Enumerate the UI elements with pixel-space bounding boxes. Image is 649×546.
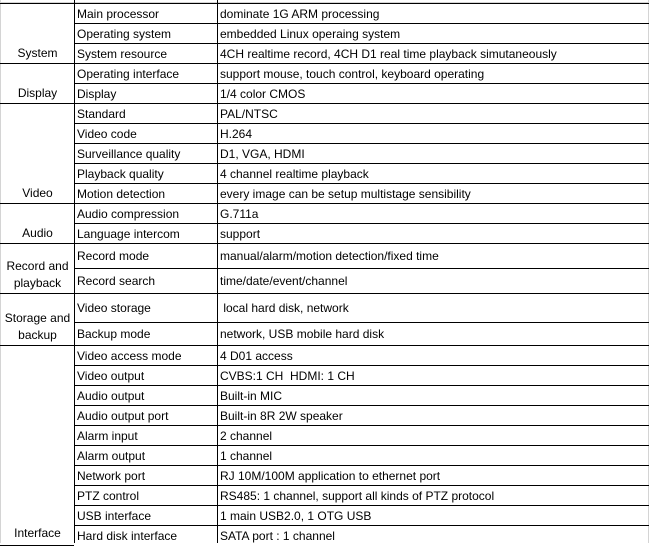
row-divider — [74, 43, 649, 44]
spec-value — [218, 124, 649, 143]
row-divider — [0, 203, 74, 204]
spec-item-label-text: Alarm output — [77, 448, 146, 463]
spec-item-label-text: Operating interface — [77, 66, 180, 81]
spec-value — [218, 506, 649, 525]
section-category — [1, 185, 74, 202]
spec-value — [218, 466, 649, 485]
row-divider — [74, 465, 649, 466]
spec-value — [218, 84, 649, 103]
spec-value-text: PAL/NTSC — [220, 106, 278, 121]
row-divider — [0, 243, 74, 244]
row-divider — [74, 365, 649, 366]
spec-value-text: 1 channel — [220, 448, 273, 463]
spec-value-text: time/date/event/channel — [220, 274, 348, 288]
section-category-text: Display — [17, 86, 58, 100]
row-divider — [0, 63, 74, 64]
spec-value — [218, 244, 649, 268]
row-divider — [74, 23, 649, 24]
spec-item-label-text: Video storage — [77, 301, 151, 315]
row-divider — [74, 445, 649, 446]
spec-item-label-text: Playback quality — [77, 166, 164, 181]
spec-value — [218, 204, 649, 223]
section-category-text: Interface — [14, 526, 61, 540]
spec-value-text: support mouse, touch control, keyboard operating — [220, 66, 485, 81]
spec-item-label — [75, 224, 217, 243]
section-category — [1, 225, 74, 242]
spec-value-text: D1, VGA, HDMI — [220, 146, 305, 161]
spec-value — [218, 24, 649, 43]
spec-value — [218, 269, 649, 293]
spec-item-label-text: Surveillance quality — [77, 146, 181, 161]
spec-value — [218, 366, 649, 385]
spec-item-label-text: Network port — [77, 468, 146, 483]
row-divider — [74, 143, 649, 144]
spec-item-label — [75, 244, 217, 268]
spec-value-text: SATA port : 1 channel — [220, 528, 335, 543]
spec-value — [218, 446, 649, 465]
spec-value-text: 1 main USB2.0, 1 OTG USB — [220, 508, 372, 523]
spec-value — [218, 346, 649, 365]
spec-value — [218, 44, 649, 63]
row-divider — [74, 203, 649, 204]
row-divider — [74, 385, 649, 386]
spec-value-text: every image can be setup multistage sensibility — [220, 186, 471, 201]
spec-item-label-text: Language intercom — [77, 226, 180, 241]
spec-item-label — [75, 44, 217, 63]
spec-value — [218, 224, 649, 243]
section-category — [1, 85, 74, 102]
section-category — [1, 310, 74, 344]
spec-item-label-text: Display — [77, 86, 117, 101]
row-divider — [0, 293, 74, 294]
spec-item-label-text: Video output — [77, 368, 145, 383]
spec-value — [218, 64, 649, 83]
spec-item-label-text: Audio output — [77, 388, 145, 403]
row-divider — [0, 3, 74, 4]
spec-value — [218, 486, 649, 505]
spec-value-text: Built-in MIC — [220, 388, 283, 403]
spec-item-label — [75, 204, 217, 223]
row-divider — [74, 322, 649, 323]
spec-value — [218, 144, 649, 163]
spec-item-label — [75, 144, 217, 163]
spec-value-text: 2 channel — [220, 428, 273, 443]
column-divider — [74, 0, 75, 543]
row-divider — [74, 525, 649, 526]
column-divider — [217, 0, 218, 543]
spec-item-label-text: Operating system — [77, 26, 172, 41]
spec-value-text: 4 D01 access — [220, 348, 293, 363]
spec-value — [218, 4, 649, 23]
spec-item-label — [75, 24, 217, 43]
spec-value — [218, 164, 649, 183]
row-divider — [74, 243, 649, 244]
spec-value — [218, 184, 649, 203]
spec-item-label — [75, 366, 217, 385]
spec-item-label-text: Video code — [77, 126, 137, 141]
spec-item-label-text: USB interface — [77, 508, 152, 523]
section-category — [1, 525, 74, 542]
spec-value-text: support — [220, 226, 261, 241]
spec-value — [218, 526, 649, 545]
row-divider — [74, 268, 649, 269]
spec-value-text: network, USB mobile hard disk — [220, 327, 385, 341]
row-divider — [74, 485, 649, 486]
spec-item-label-text: Standard — [77, 106, 126, 121]
row-divider — [74, 183, 649, 184]
row-divider — [74, 63, 649, 64]
spec-value — [218, 386, 649, 405]
spec-value-text: RJ 10M/100M application to ethernet port — [220, 468, 441, 483]
spec-value-text: embedded Linux operaing system — [220, 26, 401, 41]
spec-value-text: dominate 1G ARM processing — [220, 6, 380, 21]
spec-value — [218, 323, 649, 345]
spec-item-label — [75, 526, 217, 545]
spec-item-label-text: Main processor — [77, 6, 160, 21]
spec-item-label — [75, 104, 217, 123]
spec-item-label-text: Hard disk interface — [77, 528, 178, 543]
spec-value — [218, 426, 649, 445]
spec-value-text: manual/alarm/motion detection/fixed time — [220, 249, 439, 263]
spec-item-label — [75, 64, 217, 83]
row-divider — [74, 83, 649, 84]
spec-value — [218, 104, 649, 123]
section-category-text: System — [17, 46, 58, 60]
spec-value-text: 4CH realtime record, 4CH D1 real time playback simutaneously — [220, 46, 557, 61]
row-divider — [74, 123, 649, 124]
section-category — [1, 258, 74, 292]
section-category-text: Storage and backup — [4, 311, 71, 342]
spec-item-label — [75, 184, 217, 203]
row-divider — [74, 405, 649, 406]
spec-item-label — [75, 323, 217, 345]
spec-value-text: 4 channel realtime playback — [220, 166, 369, 181]
row-divider — [74, 163, 649, 164]
spec-value-text: RS485: 1 channel, support all kinds of PTZ protocol — [220, 488, 495, 503]
section-category — [1, 45, 74, 62]
spec-item-label-text: Video access mode — [77, 348, 182, 363]
section-category-text: Video — [22, 186, 53, 200]
spec-item-label-text: Backup mode — [77, 327, 151, 341]
spec-item-label — [75, 84, 217, 103]
row-divider — [0, 103, 74, 104]
spec-item-label-text: Record mode — [77, 249, 150, 263]
row-divider — [74, 103, 649, 104]
spec-item-label — [75, 269, 217, 293]
spec-item-label — [75, 164, 217, 183]
spec-item-label-text: PTZ control — [77, 488, 140, 503]
spec-value-text: Built-in 8R 2W speaker — [220, 408, 343, 423]
spec-item-label — [75, 426, 217, 445]
spec-item-label — [75, 386, 217, 405]
spec-item-label — [75, 506, 217, 525]
spec-item-label — [75, 406, 217, 425]
section-category-text: Audio — [22, 226, 53, 240]
spec-item-label — [75, 4, 217, 23]
spec-item-label-text: Motion detection — [77, 186, 166, 201]
spec-item-label-text: Audio compression — [77, 206, 180, 221]
spec-item-label — [75, 124, 217, 143]
row-divider — [74, 345, 649, 346]
spec-item-label-text: Audio output port — [77, 408, 169, 423]
spec-item-label — [75, 466, 217, 485]
spec-item-label — [75, 486, 217, 505]
spec-value — [218, 406, 649, 425]
spec-item-label — [75, 294, 217, 322]
row-divider — [74, 3, 649, 4]
spec-value-text: local hard disk, network — [220, 301, 349, 315]
spec-value — [218, 294, 649, 322]
row-divider — [74, 293, 649, 294]
spec-item-label — [75, 446, 217, 465]
row-divider — [74, 223, 649, 224]
row-divider — [0, 345, 74, 346]
spec-item-label-text: System resource — [77, 46, 168, 61]
spec-value-text: G.711a — [220, 206, 259, 221]
spec-value-text: CVBS:1 CH HDMI: 1 CH — [220, 368, 355, 383]
spec-value-text: 1/4 color CMOS — [220, 86, 306, 101]
spec-value-text: H.264 — [220, 126, 253, 141]
section-category-text: Record and playback — [6, 259, 69, 290]
row-divider — [74, 425, 649, 426]
spec-item-label-text: Record search — [77, 274, 156, 288]
spec-item-label — [75, 346, 217, 365]
spec-item-label-text: Alarm input — [77, 428, 138, 443]
row-divider — [74, 505, 649, 506]
